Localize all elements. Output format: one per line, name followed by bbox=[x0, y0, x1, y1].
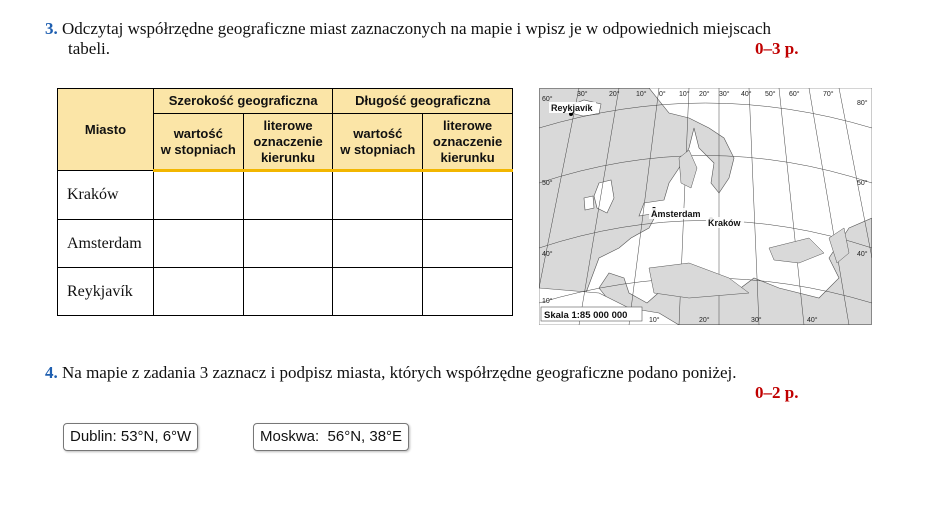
table-row bbox=[58, 268, 513, 316]
lon-label: 40° bbox=[741, 91, 752, 98]
task3-points: 0–3 p. bbox=[755, 39, 799, 58]
answer-cell[interactable] bbox=[243, 268, 333, 316]
lat-label: 80° bbox=[857, 100, 868, 107]
lat-letter-header: literowe oznaczenie kierunku bbox=[243, 114, 333, 171]
city-cell: Amsterdam bbox=[58, 220, 154, 268]
lat-label: 10° bbox=[542, 298, 553, 305]
lat-label: 50° bbox=[857, 180, 868, 187]
answer-cell[interactable] bbox=[243, 171, 333, 220]
europe-map[interactable] bbox=[539, 88, 872, 325]
task4-number: 4. bbox=[45, 363, 58, 382]
table-row bbox=[58, 220, 513, 268]
table-row bbox=[58, 171, 513, 220]
lon-label: 10° bbox=[636, 91, 647, 98]
krakow-label: Kraków bbox=[708, 218, 741, 228]
answer-cell[interactable] bbox=[333, 220, 423, 268]
lon-label: 60° bbox=[789, 91, 800, 98]
answer-cell[interactable] bbox=[153, 220, 243, 268]
lat-label: 50° bbox=[542, 180, 553, 187]
coordinates-table bbox=[57, 88, 513, 316]
answer-cell[interactable] bbox=[153, 268, 243, 316]
latitude-header: Szerokość geograficzna bbox=[153, 89, 333, 114]
lon-value-header: wartość w stopniach bbox=[333, 114, 423, 171]
task4-instruction: Na mapie z zadania 3 zaznacz i podpisz miasta, których współrzędne geograficzne podano poniżej. bbox=[62, 363, 737, 382]
answer-cell[interactable] bbox=[243, 220, 333, 268]
city-cell: Kraków bbox=[58, 171, 154, 220]
city-cell: Reykjavík bbox=[58, 268, 154, 316]
task3-number: 3. bbox=[45, 19, 58, 38]
lat-label: 40° bbox=[542, 251, 553, 258]
lon-label: 20° bbox=[609, 91, 620, 98]
answer-cell[interactable] bbox=[423, 220, 513, 268]
lat-label: 40° bbox=[857, 251, 868, 258]
lon-letter-header: literowe oznaczenie kierunku bbox=[423, 114, 513, 171]
lon-label: 70° bbox=[823, 91, 834, 98]
answer-cell[interactable] bbox=[333, 268, 423, 316]
moskwa-coordinates: Moskwa: 56°N, 38°E bbox=[253, 423, 409, 451]
lon-label: 40° bbox=[807, 317, 818, 324]
ireland-shape bbox=[584, 196, 594, 210]
lon-label: 30° bbox=[751, 317, 762, 324]
lon-label: 30° bbox=[719, 91, 730, 98]
lon-label: 30° bbox=[577, 91, 588, 98]
answer-cell[interactable] bbox=[153, 171, 243, 220]
lon-label: 20° bbox=[699, 91, 710, 98]
lon-label: 10° bbox=[649, 317, 660, 324]
task4-text bbox=[45, 363, 737, 383]
amsterdam-label: Amsterdam bbox=[651, 209, 701, 219]
answer-cell[interactable] bbox=[333, 171, 423, 220]
lat-value-header: wartość w stopniach bbox=[153, 114, 243, 171]
lon-label: 20° bbox=[699, 317, 710, 324]
city-header: Miasto bbox=[58, 89, 154, 171]
map-scale: Skala 1:85 000 000 bbox=[544, 310, 628, 321]
reykjavik-label: Reykjavík bbox=[551, 103, 593, 113]
lat-label: 60° bbox=[542, 96, 553, 103]
task3-text-line2: tabeli. bbox=[68, 39, 111, 58]
lon-label: 0° bbox=[659, 91, 666, 98]
answer-cell[interactable] bbox=[423, 171, 513, 220]
task3-instruction: Odczytaj współrzędne geograficzne miast zaznaczonych na mapie i wpisz je w odpowiednich miejscach bbox=[62, 19, 771, 38]
lon-label: 50° bbox=[765, 91, 776, 98]
dublin-coordinates: Dublin: 53°N, 6°W bbox=[63, 423, 198, 451]
answer-cell[interactable] bbox=[423, 268, 513, 316]
task4-points: 0–2 p. bbox=[755, 383, 799, 402]
longitude-header: Długość geograficzna bbox=[333, 89, 513, 114]
task3-text-line1 bbox=[45, 19, 771, 39]
lon-label: 10° bbox=[679, 91, 690, 98]
